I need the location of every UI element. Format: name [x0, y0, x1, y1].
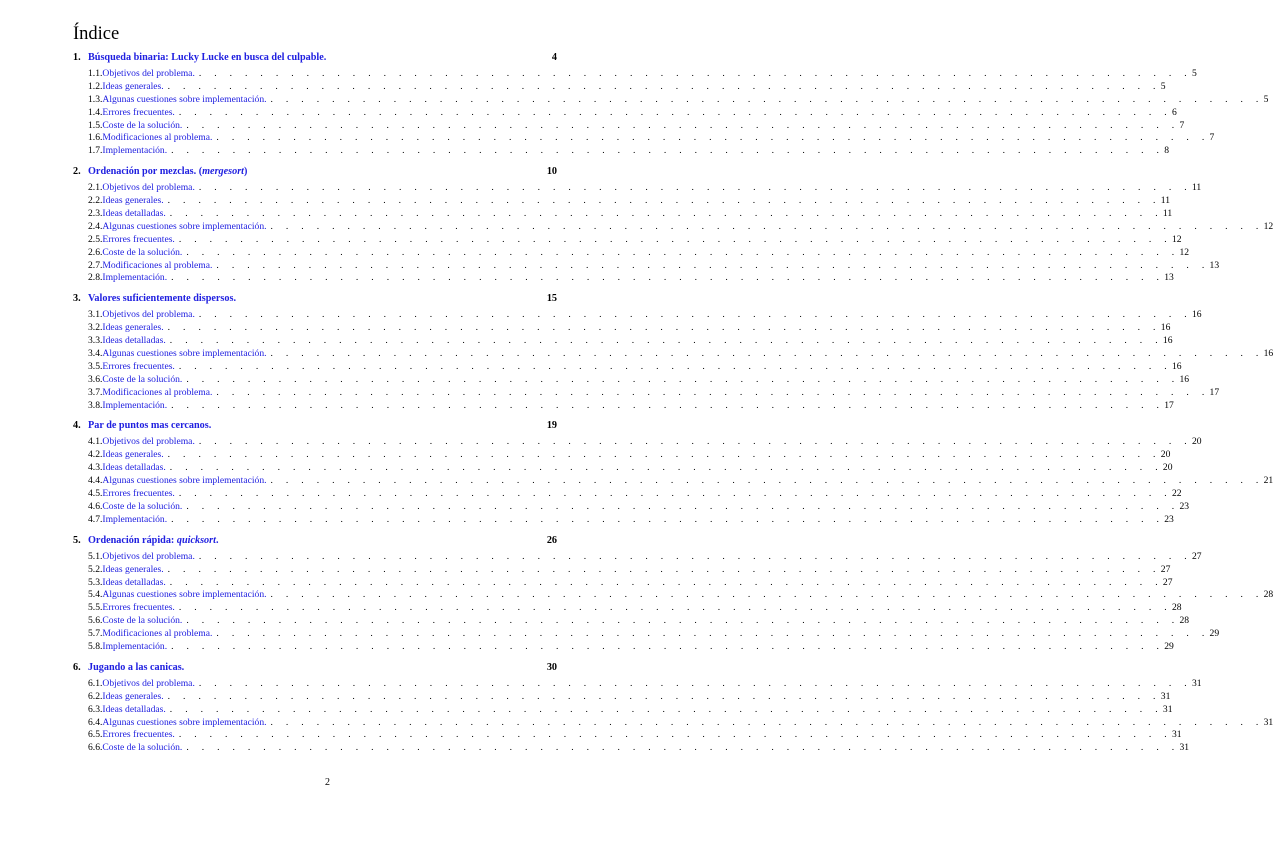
chapter-title-link[interactable] [88, 662, 184, 673]
toc-section-row[interactable] [73, 436, 1202, 449]
toc-section-row[interactable] [73, 550, 1202, 564]
section-page-number: 11 [1160, 195, 1171, 207]
toc-chapter [73, 293, 1273, 412]
section-title-link[interactable]: Objetivos del problema. [102, 68, 195, 79]
toc-chapter [73, 52, 1269, 158]
section-title-link[interactable]: Coste de la solución. [102, 246, 183, 258]
section-number: 3.6. [88, 373, 103, 385]
chapter-page-number: 19 [546, 420, 557, 432]
section-title-link[interactable]: Modificaciones al problema. [102, 132, 213, 144]
dot-leader: . . . . . . . . . . . . . . . . . . . . . . . . . . . . . . . . . . . . . . . . . . . . . . . . . . . . . . . . . . . . . . . . . [198, 309, 1192, 321]
dot-leader: . . . . . . . . . . . . . . . . . . . . . . . . . . . . . . . . . . . . . . . . . . . . . . . . . . . . . . . . . . . . . . . . . [178, 602, 1172, 614]
dot-leader: . . . . . . . . . . . . . . . . . . . . . . . . . . . . . . . . . . . . . . . . . . . . . . . . . . . . . . . . . . . . . . . . . [198, 436, 1192, 448]
section-page-number: 28 [1171, 602, 1182, 614]
section-page-number: 31 [1263, 716, 1273, 728]
section-number: 1.4. [88, 106, 103, 118]
section-number: 3.7. [88, 386, 103, 398]
toc-section-row[interactable] [73, 615, 1190, 628]
section-number: 3.3. [88, 335, 103, 347]
section-title-link[interactable]: Ideas generales. [102, 690, 164, 702]
dot-leader: . . . . . . . . . . . . . . . . . . . . . . . . . . . . . . . . . . . . . . . . . . . . . . . . . . . . . . . . . . . . . . . . . [270, 220, 1264, 232]
toc-section-row[interactable] [73, 449, 1171, 462]
section-title-link[interactable]: Coste de la solución. [102, 500, 183, 512]
section-number: 4.2. [88, 449, 103, 461]
section-page-number: 17 [1209, 386, 1220, 398]
section-number: 1.1. [88, 68, 103, 79]
section-number: 6.1. [88, 677, 103, 689]
toc-section-row[interactable] [73, 589, 1273, 602]
toc-section-row[interactable] [73, 360, 1182, 374]
section-number: 4.4. [88, 475, 103, 487]
toc-heading: Índice [73, 24, 120, 44]
section-title-link[interactable]: Coste de la solución. [102, 742, 183, 754]
toc-section-row[interactable] [73, 93, 1269, 107]
section-number: 3.4. [88, 348, 103, 360]
chapter-page-number: 30 [546, 661, 557, 673]
section-number: 5.5. [88, 602, 103, 614]
section-number: 3.2. [88, 322, 103, 334]
chapter-title-emphasis: quicksort [176, 534, 216, 546]
toc-chapter [73, 166, 1273, 285]
section-number: 5.3. [88, 576, 103, 588]
toc-section-row[interactable] [73, 182, 1202, 195]
chapter-title-emphasis: mergesort [202, 166, 245, 178]
toc-section-row[interactable] [73, 195, 1171, 208]
section-page-number: 31 [1160, 690, 1171, 702]
section-page-number: 23 [1179, 500, 1190, 512]
section-title-link[interactable]: Algunas cuestiones sobre implementación. [102, 220, 267, 232]
toc-section-row[interactable] [73, 386, 1220, 400]
chapter-title-text: Búsqueda binaria: Lucky Lucke en busca del culpable. [88, 52, 327, 63]
section-page-number: 6 [1171, 106, 1177, 118]
toc-section-row[interactable] [73, 703, 1173, 717]
section-number: 3.1. [88, 309, 103, 321]
dot-leader: . . . . . . . . . . . . . . . . . . . . . . . . . . . . . . . . . . . . . . . . . . . . . . . . . . . . . . . . . . . . . . . . . [216, 386, 1210, 398]
toc-chapter-row[interactable] [73, 662, 557, 678]
toc-section-row[interactable] [73, 208, 1173, 221]
toc-section-row[interactable] [73, 119, 1185, 133]
toc-section-row[interactable] [73, 628, 1220, 641]
toc-chapter-row[interactable] [73, 52, 557, 68]
chapter-title-link[interactable] [88, 52, 326, 63]
section-number: 2.1. [88, 182, 103, 194]
section-title-link[interactable]: Coste de la solución. [102, 119, 183, 131]
toc-section-row[interactable] [73, 742, 1190, 755]
section-number: 4.6. [88, 500, 103, 512]
section-number: 5.2. [88, 563, 103, 575]
section-page-number: 29 [1164, 640, 1174, 652]
section-number: 5.1. [88, 550, 103, 562]
section-title-link[interactable]: Coste de la solución. [102, 615, 183, 627]
section-page-number: 11 [1191, 182, 1202, 194]
toc-section-row[interactable] [73, 475, 1273, 488]
section-title-link[interactable]: Implementación. [102, 145, 168, 157]
dot-leader: . . . . . . . . . . . . . . . . . . . . . . . . . . . . . . . . . . . . . . . . . . . . . . . . . . . . . . . . . . . . . . . . . [167, 322, 1161, 334]
section-page-number: 16 [1191, 309, 1202, 321]
toc-section-row[interactable] [73, 602, 1182, 615]
toc-section-row[interactable] [73, 132, 1215, 145]
toc-chapter [73, 534, 1273, 654]
section-title-link[interactable]: Ideas generales. [102, 80, 164, 92]
section-title-link[interactable]: Errores frecuentes. [102, 233, 175, 245]
section-page-number: 5 [1191, 68, 1197, 79]
toc-chapter-row[interactable] [73, 166, 557, 182]
toc-section-row[interactable] [73, 373, 1190, 387]
section-title-link[interactable]: Implementación. [102, 399, 168, 411]
dot-leader: . . . . . . . . . . . . . . . . . . . . . . . . . . . . . . . . . . . . . . . . . . . . . . . . . . . . . . . . . . . . . . . . . [178, 360, 1172, 372]
section-number: 6.5. [88, 729, 103, 741]
dot-leader: . . . . . . . . . . . . . . . . . . . . . . . . . . . . . . . . . . . . . . . . . . . . . . . . . . . . . . . . . . . . . . . . . [198, 182, 1192, 194]
dot-leader: . . . . . . . . . . . . . . . . . . . . . . . . . . . . . . . . . . . . . . . . . . . . . . . . . . . . . . . . . . . . . . . . . [171, 272, 1165, 284]
dot-leader: . . . . . . . . . . . . . . . . . . . . . . . . . . . . . . . . . . . . . . . . . . . . . . . . . . . . . . . . . . . . . . . . . [169, 208, 1163, 220]
section-page-number: 8 [1164, 145, 1170, 157]
toc-section-row[interactable] [73, 68, 1197, 81]
section-page-number: 12 [1179, 246, 1190, 258]
section-title-link[interactable]: Implementación. [102, 272, 168, 284]
section-number: 4.5. [88, 488, 103, 500]
section-page-number: 20 [1160, 449, 1171, 461]
section-title-link[interactable]: Ideas generales. [102, 449, 164, 461]
section-page-number: 22 [1171, 488, 1182, 500]
toc-section-row[interactable] [73, 729, 1182, 742]
dot-leader: . . . . . . . . . . . . . . . . . . . . . . . . . . . . . . . . . . . . . . . . . . . . . . . . . . . . . . . . . . . . . . . . . [171, 399, 1165, 411]
section-title-link[interactable]: Errores frecuentes. [102, 360, 175, 372]
section-title-link[interactable]: Errores frecuentes. [102, 106, 175, 118]
toc-chapter-row[interactable] [73, 535, 557, 551]
dot-leader: . . . . . . . . . . . . . . . . . . . . . . . . . . . . . . . . . . . . . . . . . . . . . . . . . . . . . . . . . . . . . . . . . [186, 246, 1180, 258]
toc-section-row[interactable] [73, 259, 1220, 273]
section-number: 5.7. [88, 628, 103, 640]
section-title-link[interactable]: Ideas generales. [102, 195, 164, 207]
chapter-title-link[interactable] [88, 166, 247, 177]
section-page-number: 16 [1263, 348, 1273, 360]
section-title-link[interactable]: Ideas detalladas. [102, 208, 166, 220]
toc-section-row[interactable] [73, 690, 1171, 704]
dot-leader: . . . . . . . . . . . . . . . . . . . . . . . . . . . . . . . . . . . . . . . . . . . . . . . . . . . . . . . . . . . . . . . . . [216, 132, 1210, 144]
section-number: 1.3. [88, 93, 103, 105]
section-page-number: 20 [1191, 436, 1202, 448]
section-page-number: 16 [1162, 335, 1173, 347]
toc-section-row[interactable] [73, 500, 1190, 514]
section-title-link[interactable]: Errores frecuentes. [102, 602, 175, 614]
section-page-number: 20 [1162, 462, 1173, 474]
section-page-number: 13 [1164, 272, 1174, 284]
chapter-number: 5. [73, 534, 81, 546]
chapter-page-number: 4 [551, 52, 557, 63]
section-title-link[interactable]: Modificaciones al problema. [102, 628, 213, 640]
section-title-link[interactable]: Errores frecuentes. [102, 488, 175, 500]
section-page-number: 7 [1179, 119, 1185, 131]
dot-leader: . . . . . . . . . . . . . . . . . . . . . . . . . . . . . . . . . . . . . . . . . . . . . . . . . . . . . . . . . . . . . . . . . [178, 488, 1172, 500]
dot-leader: . . . . . . . . . . . . . . . . . . . . . . . . . . . . . . . . . . . . . . . . . . . . . . . . . . . . . . . . . . . . . . . . . [270, 589, 1264, 601]
dot-leader: . . . . . . . . . . . . . . . . . . . . . . . . . . . . . . . . . . . . . . . . . . . . . . . . . . . . . . . . . . . . . . . . . [198, 550, 1192, 562]
section-page-number: 31 [1179, 742, 1190, 754]
section-number: 1.7. [88, 145, 103, 157]
dot-leader: . . . . . . . . . . . . . . . . . . . . . . . . . . . . . . . . . . . . . . . . . . . . . . . . . . . . . . . . . . . . . . . . . [216, 259, 1210, 271]
toc-section-row[interactable] [73, 576, 1173, 590]
dot-leader: . . . . . . . . . . . . . . . . . . . . . . . . . . . . . . . . . . . . . . . . . . . . . . . . . . . . . . . . . . . . . . . . . [171, 640, 1165, 652]
dot-leader: . . . . . . . . . . . . . . . . . . . . . . . . . . . . . . . . . . . . . . . . . . . . . . . . . . . . . . . . . . . . . . . . . [186, 500, 1180, 512]
section-page-number: 29 [1209, 628, 1220, 640]
section-number: 2.8. [88, 272, 103, 284]
section-page-number: 13 [1209, 259, 1220, 271]
section-title-link[interactable]: Modificaciones al problema. [102, 259, 213, 271]
section-number: 6.3. [88, 703, 103, 715]
section-title-link[interactable]: Objetivos del problema. [102, 677, 195, 689]
chapter-number: 1. [73, 52, 81, 63]
section-title-link[interactable]: Modificaciones al problema. [102, 386, 213, 398]
toc-section-row[interactable] [73, 80, 1166, 94]
toc-chapter-row[interactable] [73, 293, 557, 309]
section-title-link[interactable]: Implementación. [102, 513, 168, 525]
toc-section-row[interactable] [73, 272, 1174, 285]
page-number: 2 [325, 777, 330, 788]
toc-chapter [73, 420, 1273, 526]
toc-section-row[interactable] [73, 246, 1190, 260]
section-title-link[interactable]: Ideas generales. [102, 563, 164, 575]
section-number: 3.5. [88, 360, 103, 372]
chapter-title-text: Jugando a las canicas. [88, 661, 185, 673]
section-page-number: 16 [1171, 360, 1182, 372]
dot-leader: . . . . . . . . . . . . . . . . . . . . . . . . . . . . . . . . . . . . . . . . . . . . . . . . . . . . . . . . . . . . . . . . . [171, 145, 1165, 157]
toc-section-row[interactable] [73, 462, 1173, 475]
section-page-number: 16 [1160, 322, 1171, 334]
chapter-title-text: Par de puntos mas cercanos. [88, 420, 212, 432]
toc-section-row[interactable] [73, 399, 1174, 413]
dot-leader: . . . . . . . . . . . . . . . . . . . . . . . . . . . . . . . . . . . . . . . . . . . . . . . . . . . . . . . . . . . . . . . . . [186, 742, 1180, 754]
dot-leader: . . . . . . . . . . . . . . . . . . . . . . . . . . . . . . . . . . . . . . . . . . . . . . . . . . . . . . . . . . . . . . . . . [171, 513, 1165, 525]
section-number: 1.6. [88, 132, 103, 144]
toc-section-row[interactable] [73, 716, 1273, 730]
chapter-title-suffix: . [215, 534, 219, 546]
section-number: 6.2. [88, 690, 103, 702]
section-number: 5.4. [88, 589, 103, 601]
dot-leader: . . . . . . . . . . . . . . . . . . . . . . . . . . . . . . . . . . . . . . . . . . . . . . . . . . . . . . . . . . . . . . . . . [270, 716, 1264, 728]
section-number: 6.6. [88, 742, 103, 754]
chapter-title-link[interactable] [88, 535, 218, 546]
section-number: 4.3. [88, 462, 103, 474]
chapter-page-number: 10 [546, 166, 557, 178]
toc-section-row[interactable] [73, 322, 1171, 335]
section-number: 4.7. [88, 513, 103, 525]
section-title-link[interactable]: Coste de la solución. [102, 373, 183, 385]
section-title-link[interactable]: Objetivos del problema. [102, 550, 195, 562]
chapter-title-link[interactable] [88, 293, 236, 304]
dot-leader: . . . . . . . . . . . . . . . . . . . . . . . . . . . . . . . . . . . . . . . . . . . . . . . . . . . . . . . . . . . . . . . . . [186, 615, 1180, 627]
dot-leader: . . . . . . . . . . . . . . . . . . . . . . . . . . . . . . . . . . . . . . . . . . . . . . . . . . . . . . . . . . . . . . . . . [169, 462, 1163, 474]
section-title-link[interactable]: Errores frecuentes. [102, 729, 175, 741]
section-number: 5.6. [88, 615, 103, 627]
toc-chapter [73, 661, 1273, 755]
toc-section-row[interactable] [73, 563, 1171, 577]
toc-section-row[interactable] [73, 348, 1273, 361]
dot-leader: . . . . . . . . . . . . . . . . . . . . . . . . . . . . . . . . . . . . . . . . . . . . . . . . . . . . . . . . . . . . . . . . . [169, 576, 1163, 588]
section-page-number: 5 [1160, 80, 1166, 92]
section-page-number: 31 [1162, 703, 1173, 715]
dot-leader: . . . . . . . . . . . . . . . . . . . . . . . . . . . . . . . . . . . . . . . . . . . . . . . . . . . . . . . . . . . . . . . . . [198, 677, 1192, 689]
section-title-link[interactable]: Ideas detalladas. [102, 703, 166, 715]
section-title-link[interactable]: Objetivos del problema. [102, 182, 195, 194]
section-number: 2.3. [88, 208, 103, 220]
section-page-number: 27 [1160, 563, 1171, 575]
section-title-link[interactable]: Algunas cuestiones sobre implementación. [102, 93, 267, 105]
dot-leader: . . . . . . . . . . . . . . . . . . . . . . . . . . . . . . . . . . . . . . . . . . . . . . . . . . . . . . . . . . . . . . . . . [186, 119, 1180, 131]
chapter-number: 4. [73, 420, 81, 432]
section-number: 2.6. [88, 246, 103, 258]
section-number: 2.2. [88, 195, 103, 207]
toc-section-row[interactable] [73, 677, 1202, 691]
toc-section-row[interactable] [73, 309, 1202, 322]
section-title-link[interactable]: Ideas detalladas. [102, 335, 166, 347]
chapter-number: 6. [73, 661, 81, 673]
section-page-number: 27 [1162, 576, 1173, 588]
toc-section-row[interactable] [73, 106, 1177, 120]
dot-leader: . . . . . . . . . . . . . . . . . . . . . . . . . . . . . . . . . . . . . . . . . . . . . . . . . . . . . . . . . . . . . . . . . [270, 93, 1264, 105]
section-page-number: 12 [1171, 233, 1182, 245]
section-number: 2.4. [88, 220, 103, 232]
chapter-number: 3. [73, 293, 81, 305]
chapter-title-text: Ordenación por mezclas. ( [88, 166, 203, 178]
toc-section-row[interactable] [73, 335, 1173, 348]
dot-leader: . . . . . . . . . . . . . . . . . . . . . . . . . . . . . . . . . . . . . . . . . . . . . . . . . . . . . . . . . . . . . . . . . [167, 690, 1161, 702]
section-page-number: 11 [1162, 208, 1173, 220]
chapter-title-suffix: ) [244, 166, 248, 178]
section-page-number: 12 [1263, 220, 1273, 232]
section-page-number: 7 [1209, 132, 1215, 144]
toc-section-row[interactable] [73, 233, 1182, 247]
toc-section-row[interactable] [73, 220, 1273, 234]
toc-chapter-row[interactable] [73, 420, 557, 436]
section-title-link[interactable]: Ideas generales. [102, 322, 164, 334]
chapter-page-number: 26 [546, 534, 557, 546]
section-title-link[interactable]: Algunas cuestiones sobre implementación. [102, 475, 267, 487]
section-page-number: 16 [1179, 373, 1190, 385]
section-number: 1.5. [88, 119, 103, 131]
toc-section-row[interactable] [73, 145, 1170, 158]
section-title-link[interactable]: Ideas detalladas. [102, 462, 166, 474]
section-page-number: 17 [1164, 399, 1174, 411]
section-title-link[interactable]: Algunas cuestiones sobre implementación. [102, 348, 267, 360]
section-title-link[interactable]: Implementación. [102, 640, 168, 652]
dot-leader: . . . . . . . . . . . . . . . . . . . . . . . . . . . . . . . . . . . . . . . . . . . . . . . . . . . . . . . . . . . . . . . . . [198, 68, 1192, 79]
section-title-link[interactable]: Objetivos del problema. [102, 309, 195, 321]
toc-section-row[interactable] [73, 640, 1174, 654]
dot-leader: . . . . . . . . . . . . . . . . . . . . . . . . . . . . . . . . . . . . . . . . . . . . . . . . . . . . . . . . . . . . . . . . . [178, 233, 1172, 245]
section-number: 2.5. [88, 233, 103, 245]
section-title-link[interactable]: Ideas detalladas. [102, 576, 166, 588]
dot-leader: . . . . . . . . . . . . . . . . . . . . . . . . . . . . . . . . . . . . . . . . . . . . . . . . . . . . . . . . . . . . . . . . . [167, 563, 1161, 575]
section-number: 3.8. [88, 399, 103, 411]
dot-leader: . . . . . . . . . . . . . . . . . . . . . . . . . . . . . . . . . . . . . . . . . . . . . . . . . . . . . . . . . . . . . . . . . [178, 106, 1172, 118]
dot-leader: . . . . . . . . . . . . . . . . . . . . . . . . . . . . . . . . . . . . . . . . . . . . . . . . . . . . . . . . . . . . . . . . . [270, 348, 1264, 360]
toc-section-row[interactable] [73, 513, 1174, 527]
dot-leader: . . . . . . . . . . . . . . . . . . . . . . . . . . . . . . . . . . . . . . . . . . . . . . . . . . . . . . . . . . . . . . . . . [186, 373, 1180, 385]
section-page-number: 21 [1263, 475, 1273, 487]
section-page-number: 23 [1164, 513, 1174, 525]
dot-leader: . . . . . . . . . . . . . . . . . . . . . . . . . . . . . . . . . . . . . . . . . . . . . . . . . . . . . . . . . . . . . . . . . [178, 729, 1172, 741]
section-title-link[interactable]: Objetivos del problema. [102, 436, 195, 448]
dot-leader: . . . . . . . . . . . . . . . . . . . . . . . . . . . . . . . . . . . . . . . . . . . . . . . . . . . . . . . . . . . . . . . . . [169, 335, 1163, 347]
section-page-number: 28 [1263, 589, 1273, 601]
chapter-title-text: Valores suficientemente dispersos. [88, 293, 236, 305]
table-of-contents [73, 52, 1273, 763]
section-number: 1.2. [88, 80, 103, 92]
section-number: 6.4. [88, 716, 103, 728]
chapter-title-text: Ordenación rápida: [88, 534, 177, 546]
dot-leader: . . . . . . . . . . . . . . . . . . . . . . . . . . . . . . . . . . . . . . . . . . . . . . . . . . . . . . . . . . . . . . . . . [167, 449, 1161, 461]
section-title-link[interactable]: Algunas cuestiones sobre implementación. [102, 589, 267, 601]
section-number: 2.7. [88, 259, 103, 271]
section-page-number: 31 [1191, 677, 1202, 689]
section-title-link[interactable]: Algunas cuestiones sobre implementación. [102, 716, 267, 728]
section-page-number: 31 [1171, 729, 1182, 741]
section-number: 5.8. [88, 640, 103, 652]
chapter-page-number: 15 [546, 293, 557, 305]
toc-section-row[interactable] [73, 488, 1182, 501]
dot-leader: . . . . . . . . . . . . . . . . . . . . . . . . . . . . . . . . . . . . . . . . . . . . . . . . . . . . . . . . . . . . . . . . . [167, 80, 1161, 92]
section-page-number: 27 [1191, 550, 1202, 562]
chapter-number: 2. [73, 166, 81, 178]
section-page-number: 28 [1179, 615, 1190, 627]
dot-leader: . . . . . . . . . . . . . . . . . . . . . . . . . . . . . . . . . . . . . . . . . . . . . . . . . . . . . . . . . . . . . . . . . [169, 703, 1163, 715]
dot-leader: . . . . . . . . . . . . . . . . . . . . . . . . . . . . . . . . . . . . . . . . . . . . . . . . . . . . . . . . . . . . . . . . . [270, 475, 1264, 487]
dot-leader: . . . . . . . . . . . . . . . . . . . . . . . . . . . . . . . . . . . . . . . . . . . . . . . . . . . . . . . . . . . . . . . . . [216, 628, 1210, 640]
section-number: 4.1. [88, 436, 103, 448]
chapter-title-link[interactable] [88, 420, 211, 431]
section-page-number: 5 [1263, 93, 1269, 105]
dot-leader: . . . . . . . . . . . . . . . . . . . . . . . . . . . . . . . . . . . . . . . . . . . . . . . . . . . . . . . . . . . . . . . . . [167, 195, 1161, 207]
